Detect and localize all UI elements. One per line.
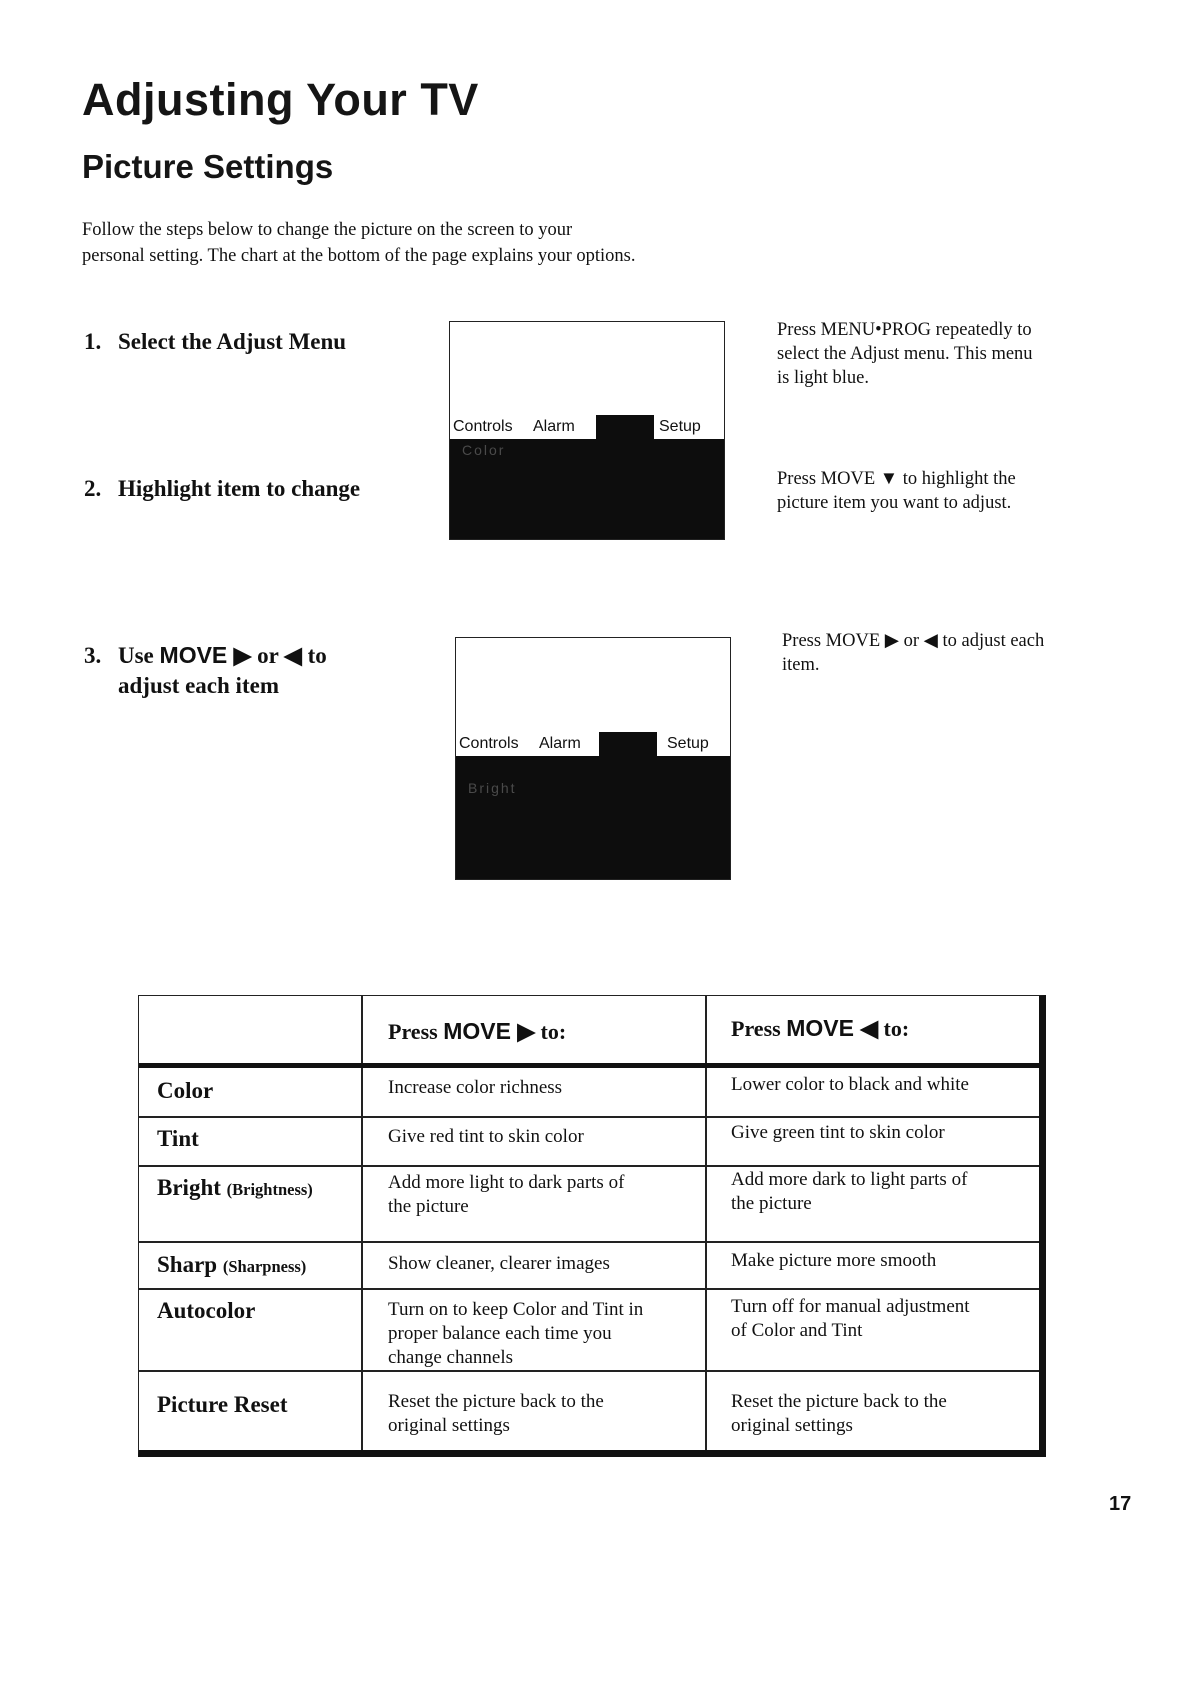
row-label-sub: (Brightness)	[226, 1180, 313, 1199]
row-label-text: Tint	[157, 1126, 199, 1151]
cell-line: of Color and Tint	[731, 1320, 863, 1341]
step-number: 1.	[84, 329, 102, 354]
step-1-description	[777, 318, 1107, 390]
header-post: to:	[540, 1019, 567, 1044]
cell-line: Turn off for manual adjustment	[731, 1296, 970, 1317]
table-cell	[731, 1295, 970, 1343]
intro-line: Follow the steps below to change the picture on the screen to your	[82, 220, 573, 240]
desc-line: Press MENU•PROG repeatedly to	[777, 320, 1032, 340]
header-divider	[139, 1063, 1039, 1068]
tv-menu-bar	[450, 415, 724, 440]
tv-menu-body	[456, 756, 730, 879]
menu-highlight	[596, 415, 654, 439]
cell-line: original settings	[388, 1415, 510, 1436]
cell-line: Reset the picture back to the	[731, 1391, 947, 1412]
table-cell	[731, 1390, 947, 1438]
cell-line: Lower color to black and white	[731, 1074, 969, 1095]
row-label-text: Picture Reset	[157, 1392, 288, 1417]
step-title-pre: Use	[118, 643, 154, 668]
cell-line: Turn on to keep Color and Tint in	[388, 1299, 644, 1320]
table-cell	[388, 1252, 610, 1276]
row-label-sub: (Sharpness)	[222, 1257, 307, 1276]
cell-line: Show cleaner, clearer images	[388, 1253, 610, 1274]
menu-tab-setup: Setup	[667, 735, 709, 752]
table-cell	[388, 1076, 562, 1100]
tv-menu-body	[450, 439, 724, 539]
desc-line: item.	[782, 655, 820, 675]
header-move: MOVE ▶	[443, 1018, 536, 1044]
row-label-text: Sharp	[157, 1252, 218, 1277]
row-divider	[139, 1370, 1039, 1372]
step-2-description	[777, 467, 1107, 515]
menu-item-faint: Bright	[468, 780, 517, 796]
table-cell	[731, 1168, 967, 1216]
menu-tab-alarm: Alarm	[533, 418, 575, 435]
page-number: 17	[1109, 1493, 1132, 1515]
header-post: to:	[883, 1016, 910, 1041]
tv-menu-bar	[456, 732, 730, 757]
cell-line: the picture	[388, 1196, 469, 1217]
header-move-left	[731, 1015, 909, 1042]
tv-screen-adjust-menu	[449, 321, 725, 540]
options-table	[138, 995, 1046, 1457]
table-cell	[731, 1073, 969, 1097]
step-title-text: Select the Adjust Menu	[118, 329, 347, 354]
move-right-label: MOVE ▶	[159, 642, 252, 668]
row-label-autocolor	[157, 1298, 255, 1324]
menu-tab-alarm: Alarm	[539, 735, 581, 752]
menu-tab-controls: Controls	[453, 418, 513, 435]
step-3-title	[84, 640, 327, 701]
cell-line: Reset the picture back to the	[388, 1391, 604, 1412]
cell-line: the picture	[731, 1193, 812, 1214]
cell-line: change channels	[388, 1347, 514, 1368]
cell-line: Give red tint to skin color	[388, 1126, 584, 1147]
cell-line: Increase color richness	[388, 1077, 563, 1098]
row-label-color	[157, 1078, 213, 1104]
table-cell	[388, 1298, 643, 1370]
desc-line: select the Adjust menu. This menu	[777, 344, 1033, 364]
row-divider	[139, 1288, 1039, 1290]
intro-paragraph	[82, 217, 782, 269]
header-pre: Press	[731, 1016, 781, 1041]
intro-line: personal setting. The chart at the bottom of the page explains your options.	[82, 246, 636, 266]
row-divider	[139, 1116, 1039, 1118]
cell-line: Add more dark to light parts of	[731, 1169, 968, 1190]
step-number: 2.	[84, 476, 102, 501]
cell-line: Add more light to dark parts of	[388, 1172, 625, 1193]
desc-line: picture item you want to adjust.	[777, 493, 1012, 513]
cell-line: original settings	[731, 1415, 853, 1436]
row-label-tint	[157, 1126, 199, 1152]
step-number: 3.	[84, 643, 102, 668]
table-cell	[731, 1249, 936, 1273]
table-cell	[388, 1390, 604, 1438]
step-title-text: Highlight item to change	[118, 476, 361, 501]
step-title-mid: or ◀ to	[257, 643, 327, 668]
table-cell	[731, 1121, 945, 1145]
header-pre: Press	[388, 1019, 438, 1044]
desc-line: Press MOVE ▶ or ◀ to adjust each	[782, 631, 1045, 651]
row-label-text: Color	[157, 1078, 214, 1103]
cell-line: Give green tint to skin color	[731, 1122, 945, 1143]
section-title: Picture Settings	[82, 148, 334, 185]
cell-line: proper balance each time you	[388, 1323, 612, 1344]
header-move: MOVE ◀	[786, 1015, 879, 1041]
menu-highlight	[599, 732, 657, 756]
row-divider	[139, 1165, 1039, 1167]
row-label-text: Bright	[157, 1175, 221, 1200]
row-divider	[139, 1241, 1039, 1243]
table-cell	[388, 1171, 624, 1219]
step-1-title	[84, 327, 346, 357]
row-label-sharp	[157, 1252, 306, 1278]
page-title: Adjusting Your TV	[82, 74, 479, 125]
menu-tab-setup: Setup	[659, 418, 701, 435]
tv-screen-adjust-item	[455, 637, 731, 880]
desc-line: is light blue.	[777, 368, 869, 388]
step-3-description	[782, 629, 1112, 677]
menu-item-faint: Color	[462, 442, 506, 458]
table-cell	[388, 1125, 584, 1149]
row-label-picture-reset	[157, 1392, 288, 1418]
cell-line: Make picture more smooth	[731, 1250, 937, 1271]
menu-tab-controls: Controls	[459, 735, 519, 752]
step-title-line2: adjust each item	[118, 673, 279, 698]
desc-line: Press MOVE ▼ to highlight the	[777, 469, 1016, 489]
row-label-bright	[157, 1175, 313, 1201]
step-2-title	[84, 474, 360, 504]
row-label-text: Autocolor	[157, 1298, 256, 1323]
header-move-right	[388, 1018, 566, 1045]
